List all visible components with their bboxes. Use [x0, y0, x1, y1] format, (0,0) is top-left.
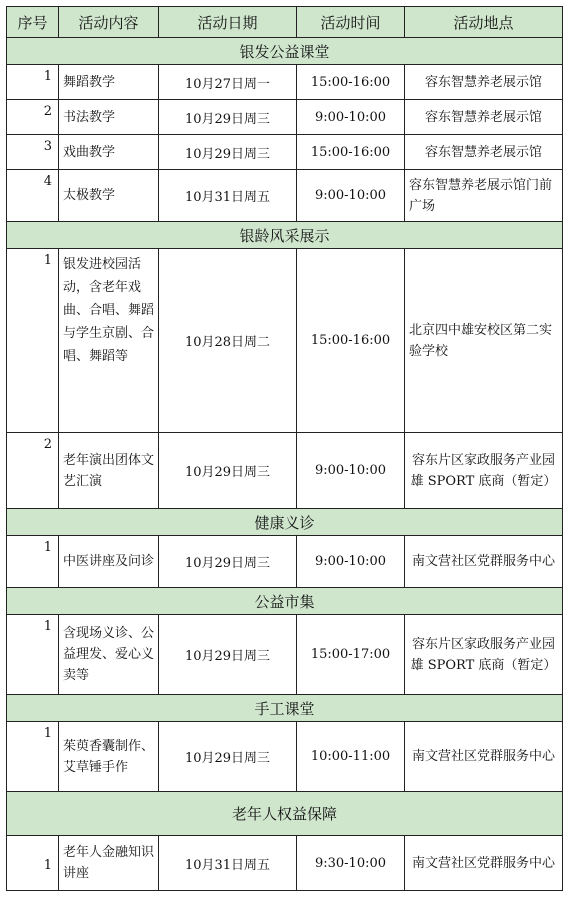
row-date: 10月29日周三 [159, 100, 297, 135]
header-time: 活动时间 [297, 7, 405, 38]
section-title: 手工课堂 [7, 695, 563, 722]
row-content: 书法教学 [59, 100, 159, 135]
section-title: 公益市集 [7, 588, 563, 615]
table-row [7, 722, 563, 792]
row-place: 容东智慧养老展示馆 [405, 135, 563, 170]
header-date: 活动日期 [159, 7, 297, 38]
row-number: 1 [7, 65, 59, 100]
table-row [7, 536, 563, 588]
row-number: 4 [7, 170, 59, 222]
row-number: 1 [7, 249, 59, 433]
row-place: 容东智慧养老展示馆 [405, 100, 563, 135]
row-place: 南文营社区党群服务中心 [405, 536, 563, 588]
row-date: 10月29日周三 [159, 615, 297, 695]
row-content: 老年演出团体文艺汇演 [59, 433, 159, 509]
activity-table [6, 6, 563, 891]
row-time: 15:00-16:00 [297, 65, 405, 100]
row-content: 中医讲座及问诊 [59, 536, 159, 588]
table-row [7, 249, 563, 433]
section-title: 健康义诊 [7, 509, 563, 536]
header-row [7, 7, 563, 38]
section-title: 老年人权益保障 [7, 792, 563, 836]
row-time: 9:00-10:00 [297, 433, 405, 509]
table-row [7, 615, 563, 695]
row-content: 茱萸香囊制作、艾草锤手作 [59, 722, 159, 792]
row-content: 太极教学 [59, 170, 159, 222]
section-row [7, 792, 563, 836]
row-time: 15:00-17:00 [297, 615, 405, 695]
row-time: 9:00-10:00 [297, 536, 405, 588]
section-title: 银发公益课堂 [7, 38, 563, 65]
row-time: 15:00-16:00 [297, 135, 405, 170]
row-time: 10:00-11:00 [297, 722, 405, 792]
table-row [7, 100, 563, 135]
row-number: 1 [7, 836, 59, 891]
row-number: 1 [7, 536, 59, 588]
section-row [7, 588, 563, 615]
row-date: 10月31日周五 [159, 836, 297, 891]
table-row [7, 170, 563, 222]
row-number: 3 [7, 135, 59, 170]
row-time: 15:00-16:00 [297, 249, 405, 433]
row-place: 南文营社区党群服务中心 [405, 722, 563, 792]
row-content: 银发进校园活动，含老年戏曲、合唱、舞蹈与学生京剧、合唱、舞蹈等 [59, 249, 159, 433]
row-content: 舞蹈教学 [59, 65, 159, 100]
section-row [7, 509, 563, 536]
row-place: 容东智慧养老展示馆 [405, 65, 563, 100]
row-date: 10月29日周三 [159, 135, 297, 170]
row-time: 9:00-10:00 [297, 100, 405, 135]
row-place: 容东片区家政服务产业园雄 SPORT 底商（暂定） [405, 615, 563, 695]
table-row [7, 135, 563, 170]
row-number: 1 [7, 722, 59, 792]
row-number: 2 [7, 433, 59, 509]
row-place: 南文营社区党群服务中心 [405, 836, 563, 891]
table-row [7, 836, 563, 891]
row-place: 北京四中雄安校区第二实验学校 [405, 249, 563, 433]
row-time: 9:30-10:00 [297, 836, 405, 891]
row-place: 容东智慧养老展示馆门前广场 [405, 170, 563, 222]
row-content: 老年人金融知识讲座 [59, 836, 159, 891]
row-number: 1 [7, 615, 59, 695]
row-date: 10月27日周一 [159, 65, 297, 100]
row-content: 含现场义诊、公益理发、爱心义卖等 [59, 615, 159, 695]
row-date: 10月29日周三 [159, 536, 297, 588]
section-row [7, 222, 563, 249]
section-title: 银龄风采展示 [7, 222, 563, 249]
header-content: 活动内容 [59, 7, 159, 38]
table-row [7, 65, 563, 100]
section-row [7, 695, 563, 722]
header-number: 序号 [7, 7, 59, 38]
row-date: 10月31日周五 [159, 170, 297, 222]
row-date: 10月28日周二 [159, 249, 297, 433]
section-row [7, 38, 563, 65]
header-place: 活动地点 [405, 7, 563, 38]
row-date: 10月29日周三 [159, 722, 297, 792]
row-number: 2 [7, 100, 59, 135]
row-time: 9:00-10:00 [297, 170, 405, 222]
row-date: 10月29日周三 [159, 433, 297, 509]
row-content: 戏曲教学 [59, 135, 159, 170]
row-place: 容东片区家政服务产业园雄 SPORT 底商（暂定） [405, 433, 563, 509]
table-row [7, 433, 563, 509]
